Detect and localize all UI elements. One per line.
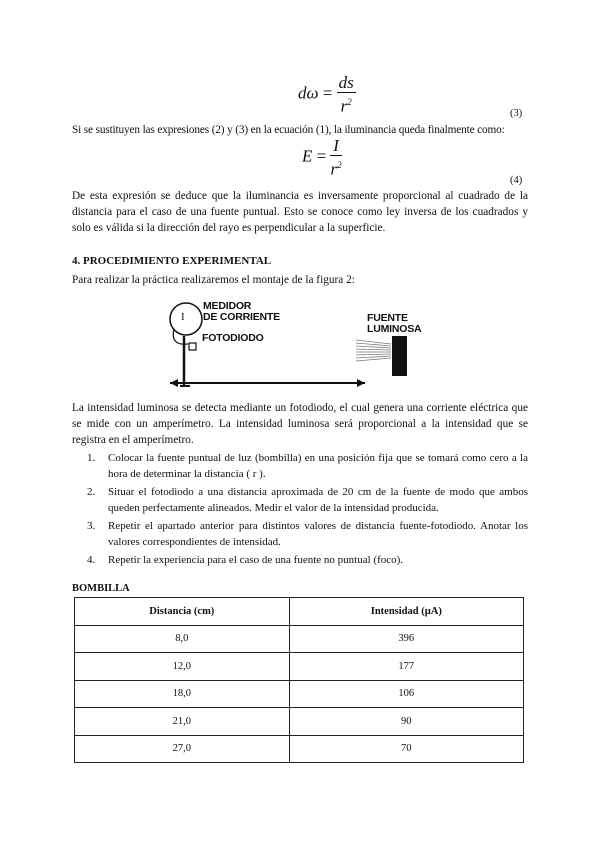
equation-3-number: (3) [510, 108, 523, 119]
eq3-denominator [337, 93, 356, 116]
section-intro: Para realizar la práctica realizaremos el montaje de la figura 2: [72, 274, 355, 286]
paragraph-substitution: Si se sustituyen las expresiones (2) y (3) en la ecuación (1), la iluminancia queda finalmente como: [72, 124, 505, 136]
cell-distance: 18,0 [75, 680, 290, 708]
cell-intensity: 106 [289, 680, 523, 708]
header-distance: Distancia (cm) [75, 598, 290, 626]
label-source-line1: FUENTE [367, 312, 408, 324]
step-text: Colocar la fuente puntual de luz (bombilla) en una posición fija que se tomará como cero a la hora de determinar la distancia ( r ). [108, 452, 528, 480]
step-item [87, 518, 528, 550]
section-heading: 4. PROCEDIMIENTO EXPERIMENTAL [72, 255, 272, 267]
eq3-fraction [337, 74, 356, 116]
table-row [75, 625, 524, 653]
label-current-meter [203, 301, 280, 323]
setup-diagram [160, 296, 420, 396]
label-source-line2: LUMINOSA [367, 323, 422, 335]
table-row [75, 680, 524, 708]
arrow-right-head [357, 379, 365, 387]
current-meter-circle [170, 303, 202, 335]
step-item [87, 484, 528, 516]
steps-list [87, 450, 528, 570]
cell-distance: 27,0 [75, 735, 290, 763]
step-item [87, 552, 528, 568]
cell-intensity: 396 [289, 625, 523, 653]
photodiode-box [189, 343, 196, 350]
eq4-denominator [330, 156, 341, 179]
light-source-block [392, 336, 407, 376]
step-text: Situar el fotodiodo a una distancia aproximada de 20 cm de la fuente de modo que ambos queden perfectamente alineados. Medir el valor de la intensidad producida. [108, 486, 528, 514]
table-row [75, 653, 524, 681]
step-number: 4. [87, 554, 96, 566]
table-body [75, 625, 524, 763]
step-text: Repetir el apartado anterior para distintos valores de distancia fuente-fotodiodo. Anotar los valores correspondientes de intensidad. [108, 520, 528, 548]
intensity-table [74, 597, 524, 763]
table-row [75, 735, 524, 763]
cell-distance: 12,0 [75, 653, 290, 681]
steps-ordered-list [87, 450, 528, 568]
step-text: Repetir la experiencia para el caso de una fuente no puntual (foco). [108, 554, 404, 566]
table-header-row [75, 598, 524, 626]
cell-distance: 21,0 [75, 708, 290, 736]
cell-intensity: 70 [289, 735, 523, 763]
eq3-numerator: ds [338, 73, 354, 92]
table-container [74, 597, 524, 763]
eq4-numerator: I [330, 137, 341, 156]
equation-4 [302, 137, 342, 179]
paragraph-conclusion: De esta expresión se deduce que la iluminancia es inversamente proporcional al cuadrado de la distancia para el caso de una fuente puntual. Esto se conoce como ley inversa de los cuadrados y solo es válida si la dirección del rayo es perpendicular a la superficie. [72, 190, 528, 234]
eq4-fraction [330, 137, 341, 179]
eq4-den-exp: 2 [337, 160, 342, 170]
light-rays [356, 340, 391, 361]
eq4-lhs: E [302, 146, 313, 166]
meter-symbol: I [181, 311, 185, 323]
eq4-den-base: r [330, 159, 338, 179]
table-title: BOMBILLA [72, 583, 130, 594]
label-meter-line2: DE CORRIENTE [203, 311, 280, 323]
table-row [75, 708, 524, 736]
step-number: 3. [87, 520, 96, 532]
equation-3 [298, 74, 356, 116]
cell-intensity: 177 [289, 653, 523, 681]
eq3-lhs: dω [298, 83, 319, 103]
header-intensity: Intensidad (µA) [289, 598, 523, 626]
equation-4-number: (4) [510, 175, 523, 186]
arrow-left-head [170, 379, 178, 387]
eq3-den-exp: 2 [347, 97, 352, 107]
setup-diagram-svg [160, 296, 420, 396]
eq3-equals: = [322, 83, 333, 103]
label-photodiode: FOTODIODO [202, 332, 264, 344]
eq4-equals: = [316, 146, 327, 166]
label-light-source [367, 313, 421, 335]
paragraph-detection: La intensidad luminosa se detecta mediante un fotodiodo, el cual genera una corriente eléctrica que se mide con un amperímetro. La intensidad luminosa será proporcional a la intensidad que se registra en el amperímetro. [72, 402, 528, 446]
step-number: 2. [87, 486, 96, 498]
label-meter-line1: MEDIDOR [203, 300, 252, 312]
step-item [87, 450, 528, 482]
cell-intensity: 90 [289, 708, 523, 736]
step-number: 1. [87, 452, 96, 464]
eq3-den-base: r [340, 96, 348, 116]
cell-distance: 8,0 [75, 625, 290, 653]
